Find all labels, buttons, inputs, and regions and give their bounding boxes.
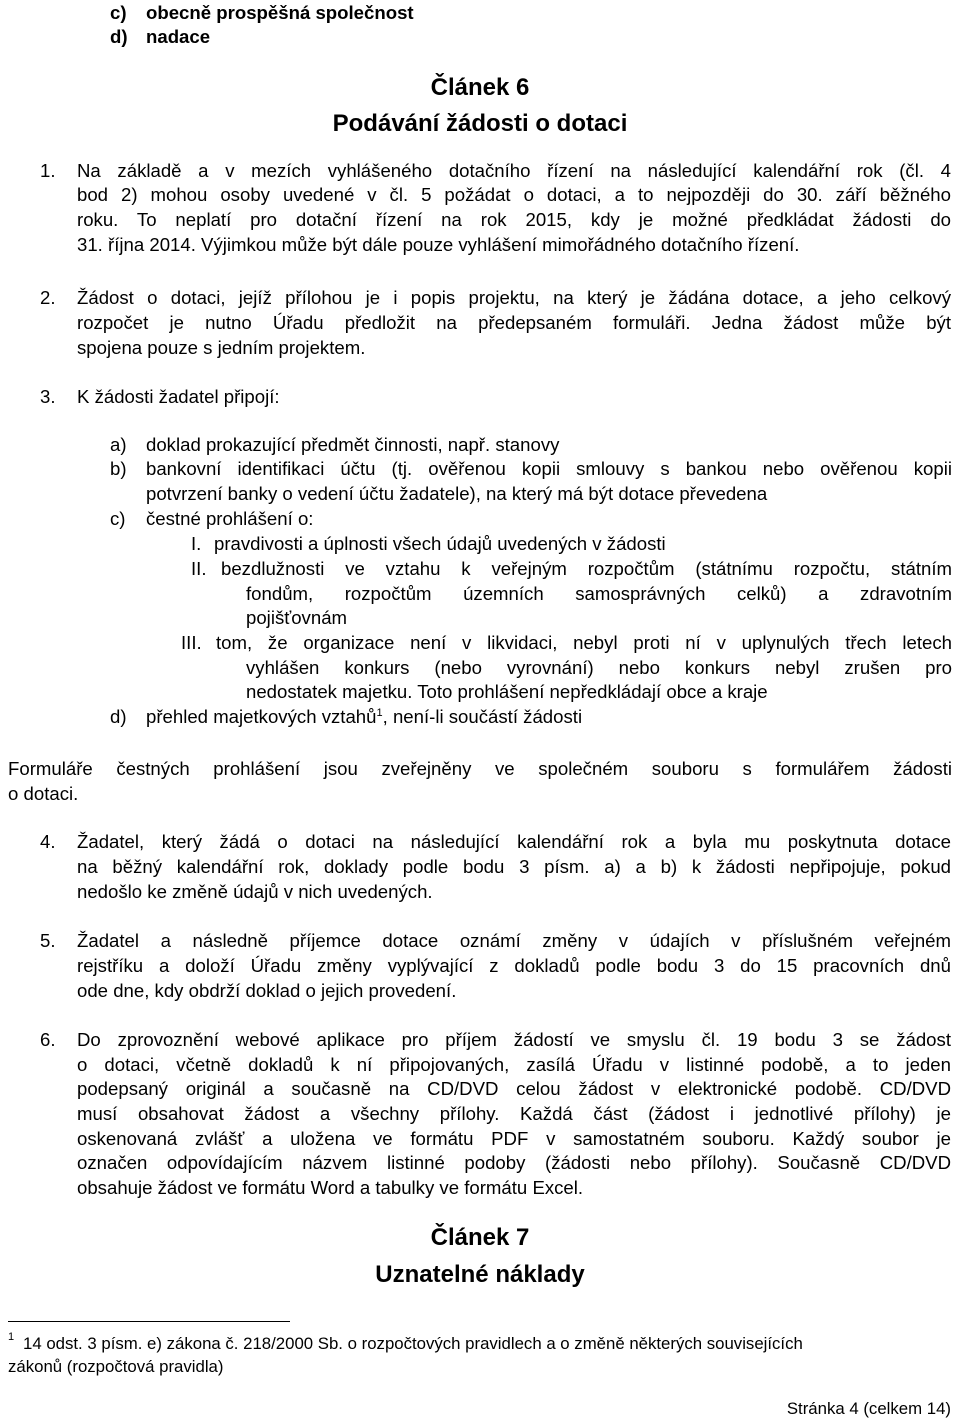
list-item-text: čestné prohlášení o: — [146, 508, 314, 529]
paragraph-line: bod 2) mohou osoby uvedené v čl. 5 požádat o dotaci, a to nejpozději do 30. září běžného — [77, 184, 951, 205]
list-item-text: pravdivosti a úplnosti všech údajů uvedených v žádosti — [214, 533, 666, 554]
footnote-text: zákonů (rozpočtová pravidla) — [8, 1357, 224, 1376]
paragraph-line: spojena pouze s jedním projektem. — [77, 337, 366, 358]
list-item-text: tom, že organizace není v likvidaci, nebyl proti ní v uplynulých třech letech — [216, 632, 952, 653]
paragraph-line: na běžný kalendářní rok, doklady podle bodu 3 písm. a) a b) k žádosti nepřipojuje, pokud — [77, 856, 951, 877]
paragraph-line: ode dne, kdy obdrží doklad o jejich provedení. — [77, 980, 457, 1001]
list-item-text: vyhlášen konkurs (nebo vyrovnání) nebo konkurs nebyl zrušen pro — [246, 657, 952, 678]
paragraph-line: rejstříku a doloží Úřadu změny vyplývající z dokladů podle bodu 3 do 15 pracovních dnů — [77, 955, 951, 976]
paragraph-line: roku. To neplatí pro dotační řízení na rok 2015, kdy je možné předkládat žádosti do — [77, 209, 951, 230]
list-item-text: pojišťovnám — [246, 607, 348, 628]
paragraph-marker: 5. — [40, 930, 56, 951]
formulare-line: Formuláře čestných prohlášení jsou zveřejněny ve společném souboru s formulářem žádosti — [8, 758, 952, 779]
list-item-text: nadace — [146, 26, 211, 47]
roman-marker: II. — [191, 558, 207, 579]
list-item-text: potvrzení banky o vedení účtu žadatele), na který má být dotace převedena — [146, 483, 768, 504]
list-marker-d: d) — [110, 26, 128, 47]
paragraph-marker: 1. — [40, 160, 56, 181]
list-marker-c: c) — [110, 508, 126, 529]
footnote-reference: 1 — [376, 706, 383, 719]
list-item-text: bezdlužnosti ve vztahu k veřejným rozpočtům (státnímu rozpočtu, státním — [221, 558, 952, 579]
list-item-text: obecně prospěšná společnost — [146, 2, 414, 23]
paragraph-line: Žadatel, který žádá o dotaci na následující kalendářní rok a byla mu poskytnuta dotace — [77, 831, 951, 852]
paragraph-marker: 6. — [40, 1029, 56, 1050]
article-title: Podávání žádosti o dotaci — [332, 110, 628, 137]
paragraph-marker: 3. — [40, 386, 56, 407]
paragraph-line: Na základě a v mezích vyhlášeného dotačního řízení na následující kalendářní rok (čl. 4 — [77, 160, 951, 181]
article-number: Článek 6 — [430, 74, 530, 101]
paragraph-line: K žádosti žadatel připojí: — [77, 386, 280, 407]
list-marker-a: a) — [110, 434, 127, 455]
list-item-text: bankovní identifikaci účtu (tj. ověřenou kopii smlouvy s bankou nebo ověřenou kopii — [146, 458, 952, 479]
list-item-text — [146, 705, 582, 730]
list-item-text: nedostatek majetku. Toto prohlášení nepředkládají obce a kraje — [246, 681, 768, 702]
article-title: Uznatelné náklady — [375, 1261, 585, 1288]
paragraph-line: oskenovaná zvlášť a uložena ve formátu PDF v samostatném souboru. Každý soubor je — [77, 1128, 951, 1149]
paragraph-line: označen odpovídajícím názvem listinné podoby (žádosti nebo přílohy). Současně CD/DVD — [77, 1152, 951, 1173]
paragraph-line: o dotaci, včetně dokladů k ní připojovaných, zasílá Úřadu v listinné podobě, a to jeden — [77, 1054, 951, 1075]
paragraph-line: rozpočet je nutno Úřadu předložit na předepsaném formuláři. Jedna žádost může být — [77, 312, 951, 333]
footnote-marker: 1 — [8, 1331, 15, 1343]
paragraph-line: Žádost o dotaci, jejíž přílohou je i popis projektu, na který je žádána dotace, a jeho celkový — [77, 287, 951, 308]
footnote-text: 14 odst. 3 písm. e) zákona č. 218/2000 Sb. o rozpočtových pravidlech a o změně některých souvisejících — [23, 1334, 803, 1353]
paragraph-line: Žadatel a následně příjemce dotace oznámí změny v údajích v příslušném veřejném — [77, 930, 951, 951]
article-number: Článek 7 — [430, 1224, 530, 1251]
page-number: Stránka 4 (celkem 14) — [786, 1399, 951, 1418]
footnote-separator — [8, 1321, 290, 1322]
formulare-line: o dotaci. — [8, 783, 79, 804]
list-item-text-main: přehled majetkových vztahů — [146, 706, 377, 727]
roman-marker: I. — [191, 533, 202, 554]
roman-marker: III. — [181, 632, 202, 653]
paragraph-marker: 4. — [40, 831, 56, 852]
paragraph-line: 31. října 2014. Výjimkou může být dále pouze vyhlášení mimořádného dotačního řízení. — [77, 234, 800, 255]
paragraph-line: nedošlo ke změně údajů v nich uvedených. — [77, 881, 433, 902]
list-marker-c: c) — [110, 2, 127, 23]
paragraph-line: podepsaný originál a současně na CD/DVD celou žádost v elektronické podobě. CD/DVD — [77, 1078, 951, 1099]
list-item-text: doklad prokazující předmět činnosti, např. stanovy — [146, 434, 560, 455]
paragraph-line: obsahuje žádost ve formátu Word a tabulky ve formátu Excel. — [77, 1177, 584, 1198]
list-marker-d: d) — [110, 706, 127, 727]
paragraph-line: Do zprovoznění webové aplikace pro příjem žádostí ve smyslu čl. 19 bodu 3 se žádost — [77, 1029, 951, 1050]
paragraph-marker: 2. — [40, 287, 56, 308]
list-item-text: fondům, rozpočtům územních samosprávných celků) a zdravotním — [246, 583, 952, 604]
list-marker-b: b) — [110, 458, 127, 479]
list-item-text-tail: , není-li součástí žádosti — [382, 706, 583, 727]
paragraph-line: musí obsahovat žádost a všechny přílohy. Každá část (žádost i jednotlivé přílohy) je — [77, 1103, 951, 1124]
